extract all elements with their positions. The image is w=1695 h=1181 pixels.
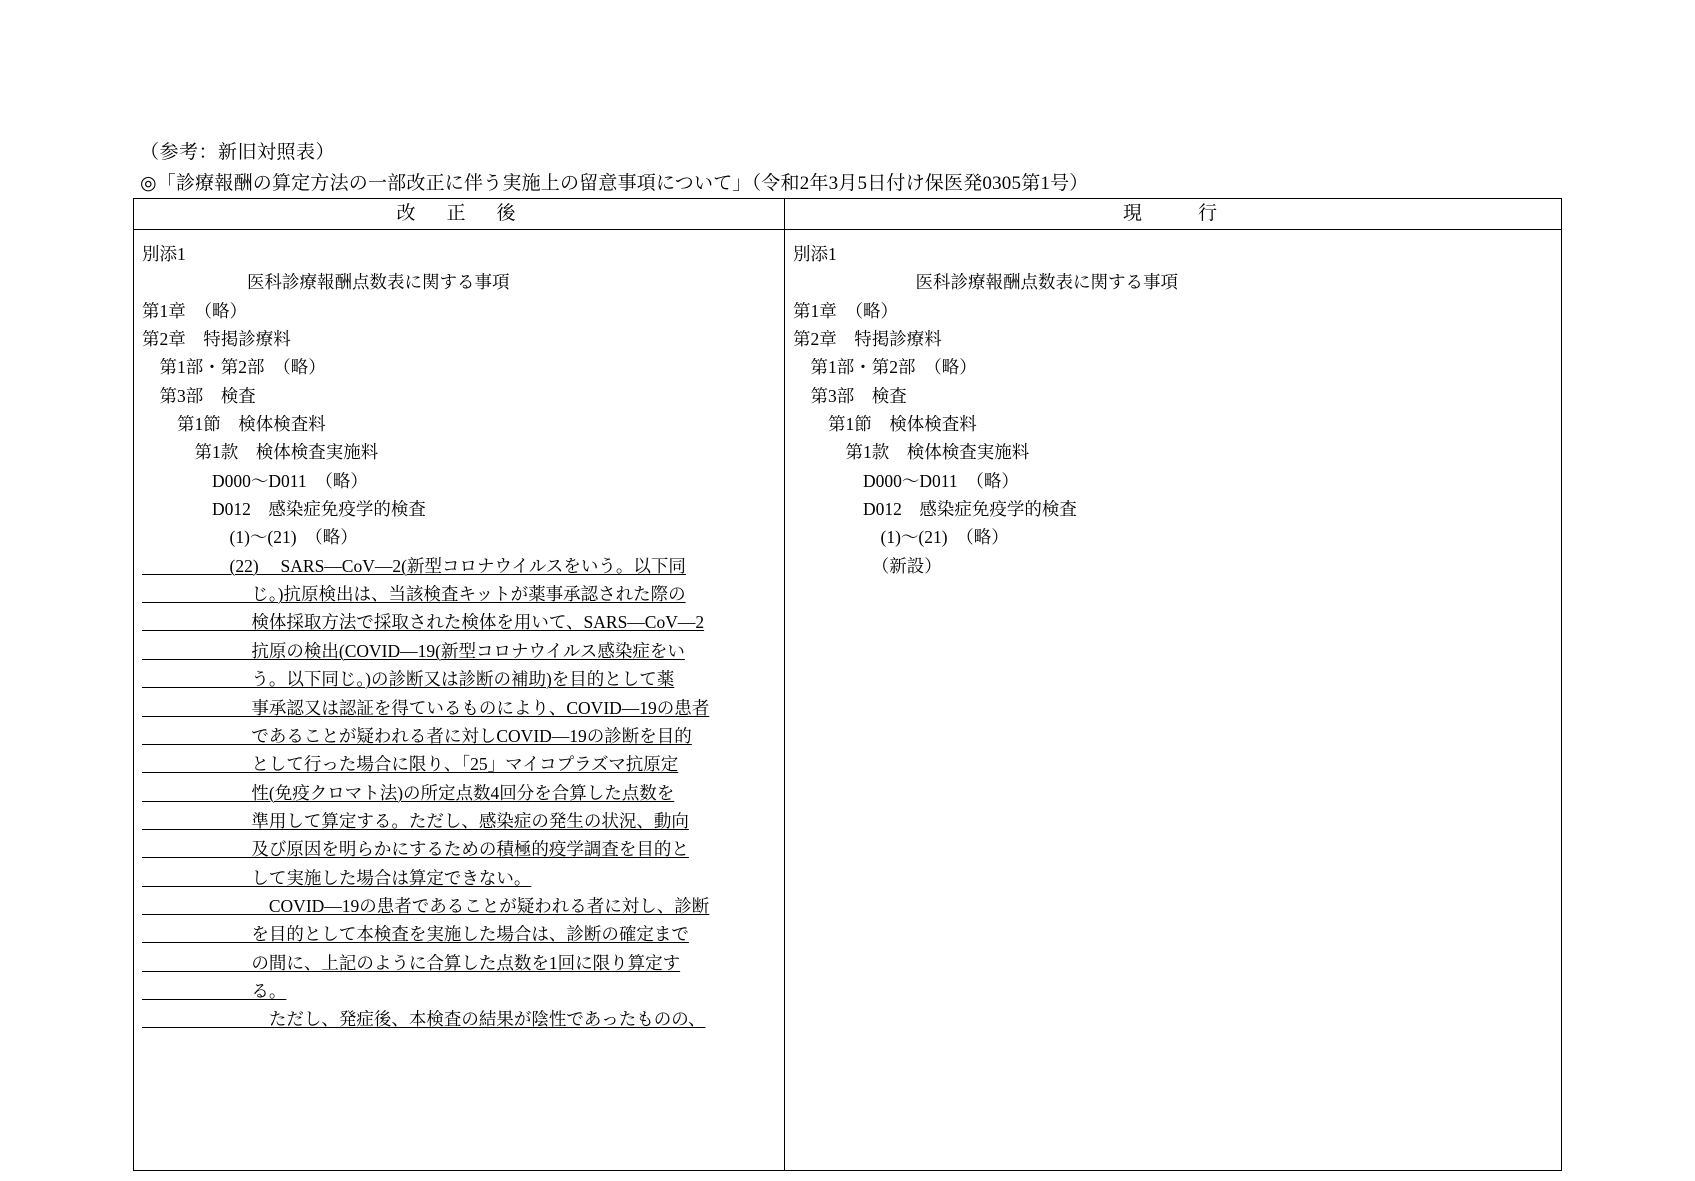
document-line: る。 (142, 980, 287, 1001)
document-line: D012 感染症免疫学的検査 (142, 499, 426, 520)
current-plain-lines (793, 240, 1553, 580)
document-line: 第2章 特掲診療料 (793, 329, 942, 350)
document-line: D000〜D011 （略） (793, 470, 1019, 491)
document-line: 抗原の検出(COVID—19(新型コロナウイルス感染症をい (142, 640, 685, 661)
table-body-row (134, 230, 1561, 1170)
column-header-revised: 改 正 後 (134, 199, 785, 229)
document-line: 第1章 （略） (793, 300, 898, 321)
document-line: 別添1 (142, 244, 186, 264)
revised-plain-lines (142, 240, 776, 552)
document-line: D000〜D011 （略） (142, 470, 368, 491)
current-column-cell (785, 230, 1561, 1170)
document-line: 第1章 （略） (142, 300, 247, 321)
document-line: 第3部 検査 (793, 385, 907, 406)
document-line: COVID—19の患者であることが疑われる者に対し、診断 (142, 895, 710, 916)
revised-column-cell (134, 230, 785, 1170)
reference-note: （参考：新旧対照表） (140, 142, 336, 163)
notice-title: ◎「診療報酬の算定方法の一部改正に伴う実施上の留意事項について」（令和2年3月5日付け保医発0305第1号） (140, 173, 1089, 194)
document-line: 別添1 (793, 244, 837, 264)
document-line: (1)〜(21) （略） (142, 527, 358, 548)
document-line: 検体採取方法で採取された検体を用いて、SARS—CoV—2 (142, 612, 705, 633)
document-line: 第1部・第2部 （略） (142, 357, 326, 378)
document-line: D012 感染症免疫学的検査 (793, 499, 1077, 520)
document-line: して実施した場合は算定できない。 (142, 867, 532, 888)
document-line: 及び原因を明らかにするための積極的疫学調査を目的と (142, 839, 689, 860)
document-line: 第1款 検体検査実施料 (793, 442, 1030, 463)
document-line: 第1節 検体検査料 (142, 414, 326, 435)
document-line: う。以下同じ。)の診断又は診断の補助)を目的として薬 (142, 669, 675, 690)
document-line: （新設） (793, 555, 942, 576)
document-line: ただし、発症後、本検査の結果が陰性であったものの、 (142, 1009, 706, 1030)
document-line: であることが疑われる者に対しCOVID—19の診断を目的 (142, 725, 692, 746)
document-line: 第1節 検体検査料 (793, 414, 977, 435)
document-line: 第3部 検査 (142, 385, 256, 406)
document-line: 第1部・第2部 （略） (793, 357, 977, 378)
table-header-row (134, 199, 1561, 230)
document-line: の間に、上記のように合算した点数を1回に限り算定す (142, 952, 681, 973)
document-line: 第2章 特掲診療料 (142, 329, 291, 350)
document-line: を目的として本検査を実施した場合は、診断の確定まで (142, 924, 689, 945)
document-line: (22) SARS—CoV—2(新型コロナウイルスをいう。以下同 (142, 555, 686, 576)
document-line: 事承認又は認証を得ているものにより、COVID—19の患者 (142, 697, 710, 718)
document-line: 準用して算定する。ただし、感染症の発生の状況、動向 (142, 810, 689, 831)
document-line: じ。)抗原検出は、当該検査キットが薬事承認された際の (142, 584, 686, 605)
column-header-current: 現 行 (1122, 203, 1223, 224)
comparison-table (133, 198, 1562, 1171)
document-line: (1)〜(21) （略） (793, 527, 1009, 548)
revised-underlined-lines (142, 552, 776, 1034)
document-line: 性(免疫クロマト法)の所定点数4回分を合算した点数を (142, 782, 675, 803)
document-line: 第1款 検体検査実施料 (142, 442, 379, 463)
document-line: として行った場合に限り、「25」マイコプラズマ抗原定 (142, 754, 679, 775)
document-line: 医科診療報酬点数表に関する事項 (142, 272, 510, 293)
document-line: 医科診療報酬点数表に関する事項 (793, 272, 1178, 293)
